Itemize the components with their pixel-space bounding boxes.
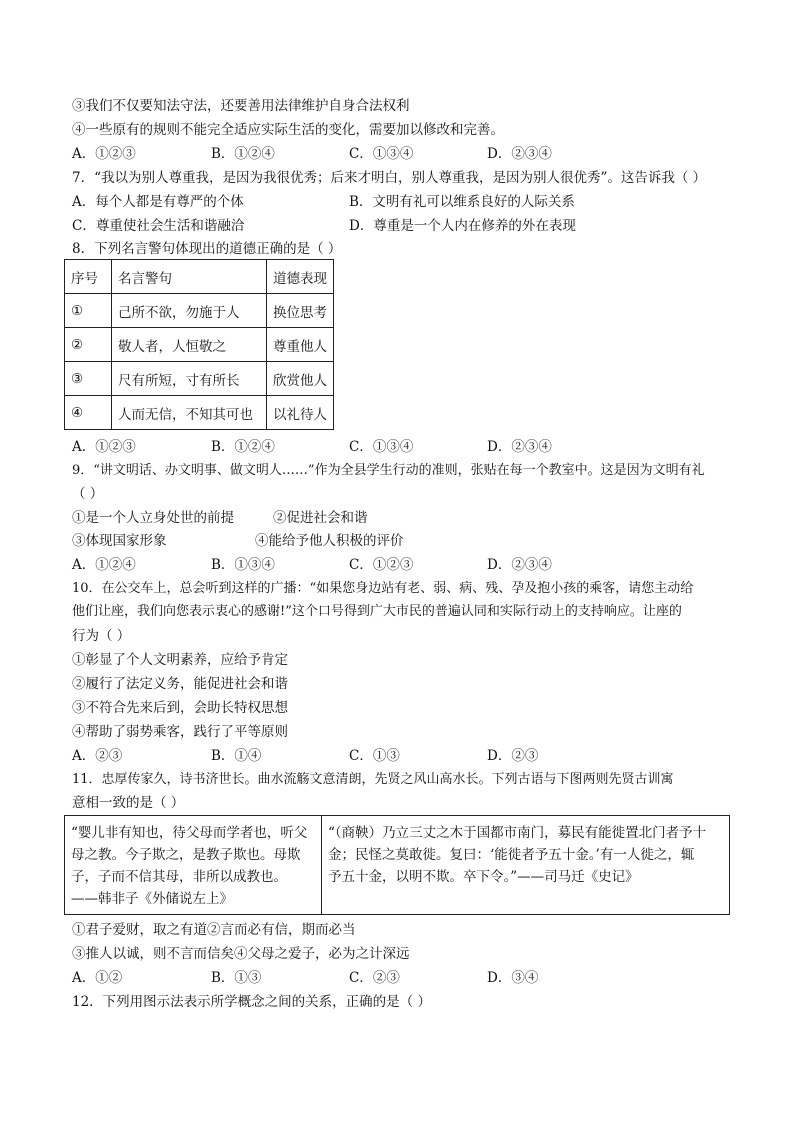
q7-option-a: A．每个人都是有尊严的个体 (72, 194, 244, 210)
table-row (65, 362, 334, 396)
q10-statement-3: ③不符合先来后到，会助长特权思想 (72, 700, 288, 716)
q11-statements-1-2: ①君子爱财，取之有道②言而必有信，期而必当 (72, 922, 356, 938)
table-cell: 敬人者，人恒敬之 (112, 328, 267, 362)
table-cell: 己所不欲，勿施于人 (112, 294, 267, 328)
quote-line: “婴儿非有知也，待父母而学者也，听父 (71, 825, 308, 841)
q10-stem-line3: 行为（ ） (72, 628, 131, 644)
q10-option-b: B．①④ (211, 748, 262, 764)
q10-stem-line1: 10．在公交车上，总会听到这样的广播：“如果您身边站有老、弱、病、残、孕及抱小孩的乘客，请您主动给 (72, 581, 694, 596)
table-cell: 欣赏他人 (267, 362, 334, 396)
q9-stem-line1: 9．“讲文明话、办文明事、做文明人……”作为全县学生行动的准则，张贴在每一个教室中。这是因为文明有礼 (72, 463, 705, 478)
q10-stem-line2: 他们让座，我们向您表示衷心的感谢!”这个口号得到广大市民的普遍认同和实际行动上的支持响应。让座的 (72, 604, 682, 619)
table-row (65, 294, 334, 328)
quote-shiji (322, 816, 730, 915)
option-a: A．①②③ (72, 146, 136, 162)
q7-option-b: B．文明有礼可以维系良好的人际关系 (349, 194, 575, 210)
header-cell: 名言警句 (112, 260, 267, 294)
q11-option-c: C．②③ (349, 970, 400, 986)
table-cell: 换位思考 (267, 294, 334, 328)
statement-3: ③我们不仅要知法守法，还要善用法律维护自身合法权利 (72, 98, 410, 114)
q11-option-b: B．①③ (211, 970, 262, 986)
q8-stem: 8．下列名言警句体现出的道德正确的是（ ） (72, 241, 342, 257)
q9-statement-1: ①是一个人立身处世的前提 (72, 510, 234, 526)
q8-option-c: C．①③④ (349, 439, 414, 455)
q10-statement-1: ①彰显了个人文明素养，应给予肯定 (72, 652, 288, 668)
quote-source: ——韩非子《外储说左上》 (71, 891, 233, 907)
q8-table (64, 259, 334, 430)
quote-line: “（商鞅）乃立三丈之木于国都市南门，募民有能徙置北门者予十 (328, 825, 707, 841)
quote-line: 予五十金，以明不欺。卒下令。”——司马迁《史记》 (328, 869, 639, 885)
quote-hanfeizi (65, 816, 322, 915)
table-cell: 以礼待人 (267, 396, 334, 430)
option-d: D．②③④ (487, 146, 552, 162)
header-cell: 序号 (65, 260, 112, 294)
q8-option-a: A．①②③ (72, 439, 136, 455)
table-cell: ④ (65, 396, 112, 430)
option-b: B．①②④ (211, 146, 275, 162)
q9-stem-line2: （ ） (72, 486, 104, 502)
q7-option-c: C．尊重使社会生活和谐融洽 (72, 218, 245, 234)
table-row (65, 328, 334, 362)
q9-option-c: C．①②③ (349, 557, 414, 573)
q11-option-d: D．③④ (487, 970, 539, 986)
q9-option-a: A．①②④ (72, 557, 136, 573)
q8-option-b: B．①②④ (211, 439, 275, 455)
table-row (65, 816, 730, 915)
q11-stem-line1: 11．忠厚传家久，诗书济世长。曲水流觞文意清朗，先贤之风山高水长。下列古语与下图两则先贤古训寓 (72, 772, 674, 787)
option-c: C．①③④ (349, 146, 414, 162)
table-cell: ③ (65, 362, 112, 396)
q7-option-d: D．尊重是一个人内在修养的外在表现 (349, 218, 576, 234)
q7-stem: 7．“我以为别人尊重我，是因为我很优秀；后来才明白，别人尊重我，是因为别人很优秀”。这告诉我（ ） (72, 170, 707, 186)
q10-option-d: D．②③ (487, 748, 539, 764)
table-cell: ② (65, 328, 112, 362)
table-cell: 尊重他人 (267, 328, 334, 362)
q9-statement-2: ②促进社会和谐 (273, 510, 368, 526)
quote-line: 子，子而不信其母，非所以成教也。 (71, 869, 287, 885)
q10-statement-2: ②履行了法定义务，能促进社会和谐 (72, 676, 288, 692)
statement-4: ④一些原有的规则不能完全适应实际生活的变化，需要加以修改和完善。 (72, 122, 504, 138)
q9-statement-4: ④能给予他人积极的评价 (255, 533, 404, 549)
q12-stem: 12．下列用图示法表示所学概念之间的关系，正确的是（ ） (72, 994, 431, 1010)
q11-quote-table (64, 815, 730, 915)
quote-line: 母之教。今子欺之，是教子欺也。母欺 (71, 847, 301, 863)
q10-option-c: C．①③ (349, 748, 400, 764)
q9-statement-3: ③体现国家形象 (72, 533, 167, 549)
header-cell: 道德表现 (267, 260, 334, 294)
q10-option-a: A．②③ (72, 748, 123, 764)
q9-option-d: D．②③④ (487, 557, 552, 573)
table-cell: 尺有所短，寸有所长 (112, 362, 267, 396)
table-header-row (65, 260, 334, 294)
q9-option-b: B．①③④ (211, 557, 275, 573)
q11-stem-line2: 意相一致的是（ ） (72, 795, 185, 811)
quote-line: 金；民怪之莫敢徙。复曰：‘能徙者予五十金。’有一人徙之，辄 (328, 847, 695, 863)
table-cell: 人而无信，不知其可也 (112, 396, 267, 430)
table-cell: ① (65, 294, 112, 328)
q10-statement-4: ④帮助了弱势乘客，践行了平等原则 (72, 724, 288, 740)
q11-statements-3-4: ③推人以诚，则不言而信矣④父母之爱子，必为之计深远 (72, 946, 410, 962)
table-row (65, 396, 334, 430)
q11-option-a: A．①② (72, 970, 123, 986)
q8-option-d: D．②③④ (487, 439, 552, 455)
